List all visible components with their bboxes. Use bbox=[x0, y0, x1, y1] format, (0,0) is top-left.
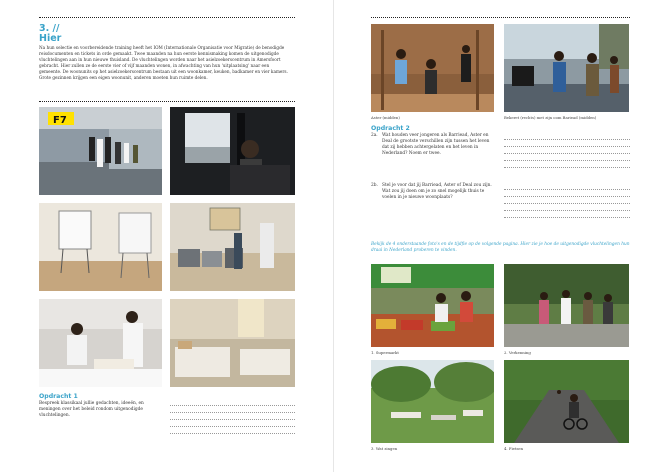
answer-line[interactable] bbox=[504, 217, 630, 218]
answer-line[interactable] bbox=[504, 189, 630, 190]
question-2b-label: 2b. bbox=[371, 183, 378, 188]
photo-bekeret bbox=[504, 24, 629, 112]
photo-supermarket bbox=[371, 264, 494, 347]
photo-aster bbox=[371, 24, 494, 112]
assignment-1-text: Bespreek klassikaal jullie gedachten, ideeën, en meningen over het beleid rondom uitgenodigde vluchtelingen. bbox=[39, 401, 144, 419]
caption-exploring: 2. Verkenning bbox=[504, 350, 531, 355]
answer-line[interactable] bbox=[170, 419, 295, 420]
answer-line[interactable] bbox=[504, 210, 630, 211]
right-page bbox=[334, 0, 668, 472]
question-2a-label: 2a. bbox=[371, 133, 378, 138]
photo-classroom bbox=[39, 203, 162, 291]
top-dotted-rule bbox=[39, 17, 295, 18]
photo-airport-gate bbox=[39, 107, 162, 195]
answer-line[interactable] bbox=[504, 139, 630, 140]
question-2a-text: Wat houden veer jongeren als Barriead, Aster en Deal de grootste verschillen zijn tussen het leven dat zij hebben achtergelaten en het leven in Nederland? Noem er twee. bbox=[382, 133, 490, 157]
answer-line[interactable] bbox=[170, 405, 295, 406]
photo-cycling bbox=[504, 360, 629, 443]
answer-line[interactable] bbox=[504, 146, 630, 147]
intro-dotted-rule bbox=[39, 101, 295, 102]
photo-bedroom bbox=[170, 299, 295, 387]
caption-park: 3. Wat zingen bbox=[371, 446, 398, 451]
top-dotted-rule bbox=[371, 17, 630, 18]
section-number: 3. // bbox=[39, 23, 60, 34]
answer-line[interactable] bbox=[170, 433, 295, 434]
answer-line[interactable] bbox=[504, 160, 630, 161]
photo-airport-window bbox=[170, 107, 295, 195]
photo-exploring bbox=[504, 264, 629, 347]
answer-line[interactable] bbox=[170, 412, 295, 413]
caption-supermarket: 1. Supermarkt bbox=[371, 350, 399, 355]
answer-line[interactable] bbox=[504, 167, 630, 168]
question-2b-text: Stel je voor dat jij Barriead, Aster of Deal zou zijn. Wat zou jij doen om je zo snel mogelijk thuis te voelen in je nieuwe woonplaats? bbox=[382, 183, 492, 201]
photo-park bbox=[371, 360, 494, 443]
answer-line[interactable] bbox=[504, 203, 630, 204]
answer-line[interactable] bbox=[504, 196, 630, 197]
caption-cycling: 4. Fietsen bbox=[504, 446, 524, 451]
intro-paragraph: Na hun selectie en voorbereidende training heeft het IOM (Internationale Organisatie voor Migratie) de benodigde reisdocumenten en tickets in orde gemaakt. Twee maanden na hun eerste kennismaking komen de uitgenodigde vluchtelingen aan in hun nieuwe thuisland. De vluchtelingen worden naar het asielzoekerscentrum in Amersfoort gebracht. Hier zullen ze de eerste vier of vijf maanden wonen, in afwachting van hun 'uitplaatsing' naar een gemeente. De woonunits op het asielzoekerscentrum bestaan uit een woonkamer, keuken, badkamer en vier kamers. Grote gezinnen krijgen een eigen woonunit, anderen moeten hun ruimte delen. bbox=[39, 45, 288, 81]
answer-line[interactable] bbox=[504, 153, 630, 154]
gate-sign: F7 bbox=[53, 115, 67, 126]
assignment-2-heading: Opdracht 2 bbox=[371, 125, 410, 132]
caption-bekeret: Bekeret (rechts) met zijn oom Bariead (midden) bbox=[504, 115, 597, 120]
photo-common-room bbox=[170, 203, 295, 291]
caption-aster: Aster (midden) bbox=[371, 115, 400, 120]
section-title: Hier bbox=[39, 33, 62, 44]
photo-bedding-handout bbox=[39, 299, 162, 387]
photo-instruction: Bekijk de 4 onderstaande foto's en de tijdfie op de volgende pagina. Hier zie je hoe de uitgenodigde vluchtelingen hun draai in Nederland proberen te vinden. bbox=[371, 242, 630, 253]
answer-line[interactable] bbox=[170, 426, 295, 427]
assignment-1-heading: Opdracht 1 bbox=[39, 393, 78, 400]
